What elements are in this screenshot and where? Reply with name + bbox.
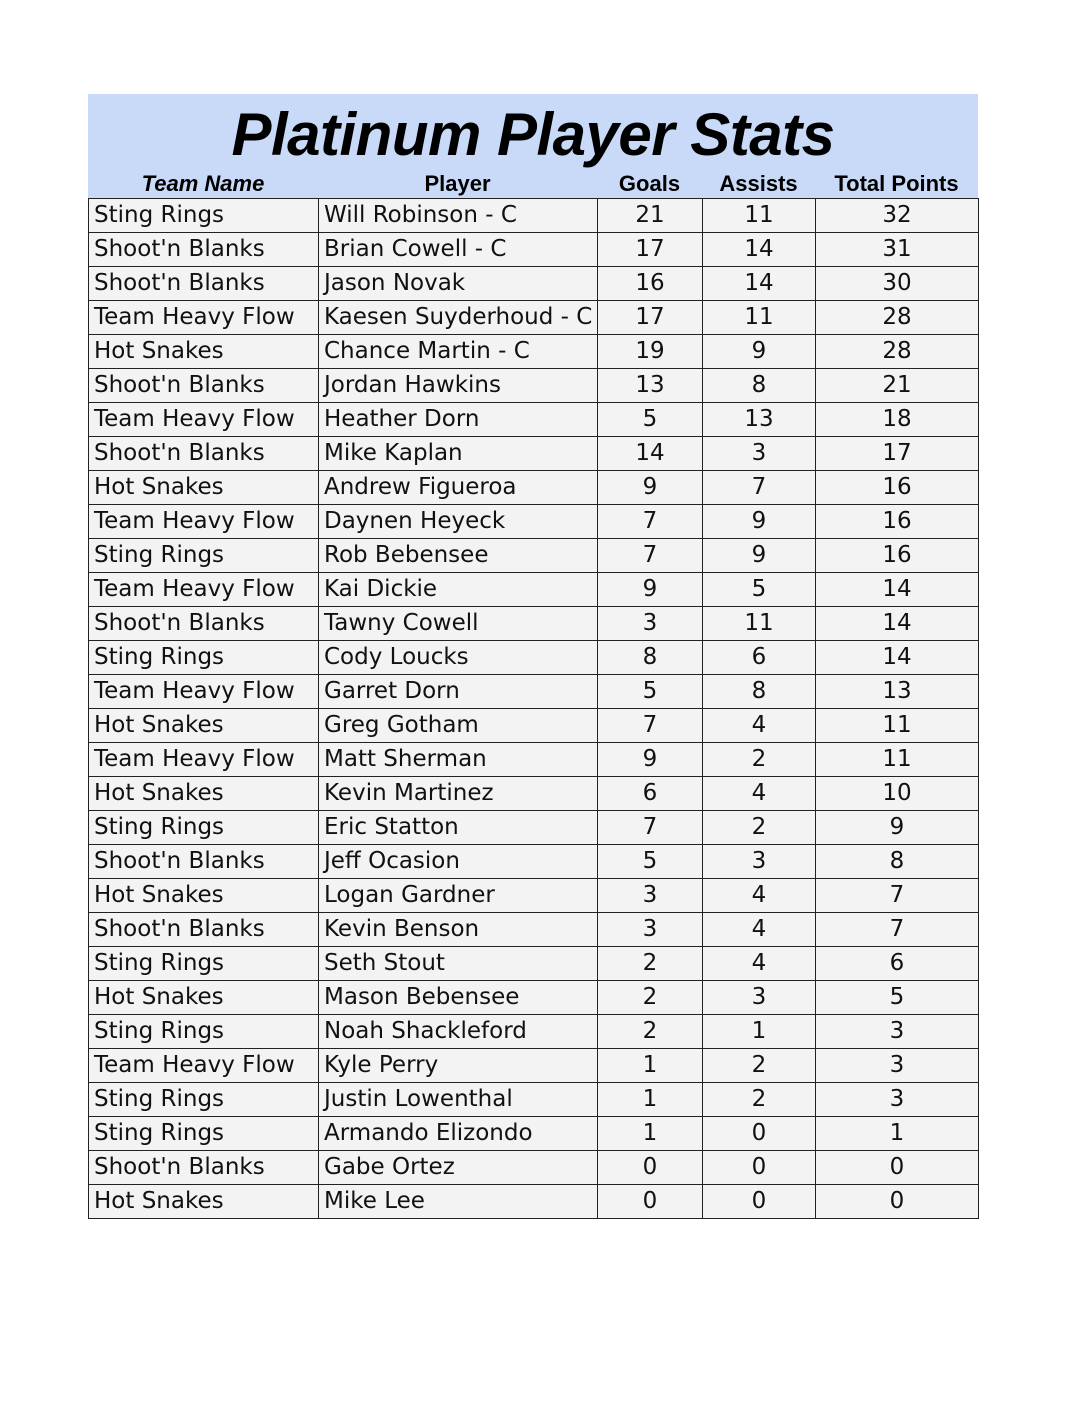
goals-cell: 17 <box>598 301 703 335</box>
table-row <box>89 1151 979 1185</box>
total-points-cell: 9 <box>816 811 979 845</box>
player-cell: Rob Bebensee <box>319 539 598 573</box>
total-points-cell: 7 <box>816 879 979 913</box>
total-points-cell: 30 <box>816 267 979 301</box>
team-name-cell: Shoot'n Blanks <box>89 607 319 641</box>
player-cell: Daynen Heyeck <box>319 505 598 539</box>
team-name-cell: Hot Snakes <box>89 981 319 1015</box>
total-points-cell: 10 <box>816 777 979 811</box>
team-name-cell: Shoot'n Blanks <box>89 1151 319 1185</box>
player-cell: Justin Lowenthal <box>319 1083 598 1117</box>
assists-cell: 7 <box>703 471 816 505</box>
assists-cell: 13 <box>703 403 816 437</box>
team-name-cell: Sting Rings <box>89 539 319 573</box>
total-points-cell: 14 <box>816 573 979 607</box>
total-points-cell: 32 <box>816 199 979 233</box>
total-points-cell: 16 <box>816 471 979 505</box>
player-cell: Eric Statton <box>319 811 598 845</box>
total-points-cell: 17 <box>816 437 979 471</box>
player-cell: Garret Dorn <box>319 675 598 709</box>
team-name-cell: Shoot'n Blanks <box>89 845 319 879</box>
goals-cell: 2 <box>598 981 703 1015</box>
total-points-cell: 6 <box>816 947 979 981</box>
goals-cell: 3 <box>598 879 703 913</box>
total-points-cell: 16 <box>816 539 979 573</box>
goals-cell: 7 <box>598 539 703 573</box>
player-cell: Gabe Ortez <box>319 1151 598 1185</box>
player-cell: Chance Martin - C <box>319 335 598 369</box>
table-row <box>89 539 979 573</box>
goals-cell: 5 <box>598 845 703 879</box>
total-points-cell: 8 <box>816 845 979 879</box>
table-row <box>89 607 979 641</box>
goals-cell: 0 <box>598 1185 703 1219</box>
player-cell: Jeff Ocasion <box>319 845 598 879</box>
player-cell: Noah Shackleford <box>319 1015 598 1049</box>
player-cell: Heather Dorn <box>319 403 598 437</box>
team-name-cell: Team Heavy Flow <box>89 301 319 335</box>
table-row <box>89 777 979 811</box>
team-name-cell: Sting Rings <box>89 947 319 981</box>
team-name-cell: Hot Snakes <box>89 709 319 743</box>
table-row <box>89 573 979 607</box>
goals-cell: 17 <box>598 233 703 267</box>
table-row <box>89 403 979 437</box>
assists-cell: 5 <box>703 573 816 607</box>
column-header-assists: Assists <box>719 171 798 196</box>
team-name-cell: Team Heavy Flow <box>89 505 319 539</box>
player-cell: Armando Elizondo <box>319 1117 598 1151</box>
stats-sheet <box>88 94 978 1219</box>
column-header-goals: Goals <box>618 171 681 196</box>
table-row <box>89 709 979 743</box>
team-name-cell: Team Heavy Flow <box>89 1049 319 1083</box>
total-points-cell: 28 <box>816 335 979 369</box>
total-points-cell: 14 <box>816 641 979 675</box>
total-points-cell: 11 <box>816 743 979 777</box>
column-header-team-name: Team Name <box>141 171 265 196</box>
page-title: Platinum Player Stats <box>231 101 835 168</box>
assists-cell: 0 <box>703 1185 816 1219</box>
table-row <box>89 811 979 845</box>
total-points-cell: 1 <box>816 1117 979 1151</box>
player-cell: Seth Stout <box>319 947 598 981</box>
table-row <box>89 675 979 709</box>
player-cell: Andrew Figueroa <box>319 471 598 505</box>
table-row <box>89 1083 979 1117</box>
player-cell: Jason Novak <box>319 267 598 301</box>
goals-cell: 7 <box>598 709 703 743</box>
column-header-total-points: Total Points <box>834 171 959 196</box>
player-cell: Mike Kaplan <box>319 437 598 471</box>
column-headers <box>88 170 978 198</box>
total-points-cell: 13 <box>816 675 979 709</box>
assists-cell: 2 <box>703 1083 816 1117</box>
goals-cell: 6 <box>598 777 703 811</box>
assists-cell: 4 <box>703 777 816 811</box>
goals-cell: 3 <box>598 607 703 641</box>
goals-cell: 13 <box>598 369 703 403</box>
table-row <box>89 1015 979 1049</box>
table-row <box>89 743 979 777</box>
total-points-cell: 5 <box>816 981 979 1015</box>
team-name-cell: Hot Snakes <box>89 471 319 505</box>
total-points-cell: 0 <box>816 1151 979 1185</box>
table-row <box>89 505 979 539</box>
assists-cell: 2 <box>703 1049 816 1083</box>
player-cell: Greg Gotham <box>319 709 598 743</box>
total-points-cell: 0 <box>816 1185 979 1219</box>
assists-cell: 4 <box>703 879 816 913</box>
player-cell: Mason Bebensee <box>319 981 598 1015</box>
goals-cell: 2 <box>598 947 703 981</box>
assists-cell: 3 <box>703 437 816 471</box>
table-row <box>89 369 979 403</box>
goals-cell: 2 <box>598 1015 703 1049</box>
team-name-cell: Shoot'n Blanks <box>89 437 319 471</box>
assists-cell: 14 <box>703 233 816 267</box>
goals-cell: 14 <box>598 437 703 471</box>
player-cell: Logan Gardner <box>319 879 598 913</box>
header-band <box>88 94 978 198</box>
assists-cell: 4 <box>703 947 816 981</box>
assists-cell: 3 <box>703 845 816 879</box>
total-points-cell: 28 <box>816 301 979 335</box>
player-cell: Cody Loucks <box>319 641 598 675</box>
goals-cell: 19 <box>598 335 703 369</box>
table-row <box>89 335 979 369</box>
table-row <box>89 1049 979 1083</box>
table-row <box>89 199 979 233</box>
team-name-cell: Sting Rings <box>89 641 319 675</box>
total-points-cell: 18 <box>816 403 979 437</box>
team-name-cell: Sting Rings <box>89 199 319 233</box>
table-row <box>89 845 979 879</box>
table-row <box>89 879 979 913</box>
player-cell: Mike Lee <box>319 1185 598 1219</box>
table-row <box>89 981 979 1015</box>
player-cell: Matt Sherman <box>319 743 598 777</box>
assists-cell: 2 <box>703 811 816 845</box>
total-points-cell: 3 <box>816 1049 979 1083</box>
player-cell: Brian Cowell - C <box>319 233 598 267</box>
goals-cell: 9 <box>598 471 703 505</box>
goals-cell: 7 <box>598 811 703 845</box>
table-row <box>89 1185 979 1219</box>
assists-cell: 3 <box>703 981 816 1015</box>
player-cell: Kevin Martinez <box>319 777 598 811</box>
team-name-cell: Hot Snakes <box>89 879 319 913</box>
total-points-cell: 7 <box>816 913 979 947</box>
player-cell: Kevin Benson <box>319 913 598 947</box>
player-cell: Kaesen Suyderhoud - C <box>319 301 598 335</box>
team-name-cell: Shoot'n Blanks <box>89 267 319 301</box>
total-points-cell: 21 <box>816 369 979 403</box>
assists-cell: 0 <box>703 1151 816 1185</box>
column-header-player: Player <box>424 171 491 196</box>
table-row <box>89 947 979 981</box>
stats-table-body <box>89 199 979 1219</box>
team-name-cell: Shoot'n Blanks <box>89 913 319 947</box>
assists-cell: 0 <box>703 1117 816 1151</box>
player-cell: Tawny Cowell <box>319 607 598 641</box>
player-cell: Will Robinson - C <box>319 199 598 233</box>
assists-cell: 11 <box>703 607 816 641</box>
goals-cell: 1 <box>598 1083 703 1117</box>
team-name-cell: Hot Snakes <box>89 777 319 811</box>
table-row <box>89 471 979 505</box>
table-row <box>89 233 979 267</box>
assists-cell: 2 <box>703 743 816 777</box>
stats-table <box>88 198 979 1219</box>
assists-cell: 11 <box>703 301 816 335</box>
total-points-cell: 3 <box>816 1015 979 1049</box>
table-row <box>89 437 979 471</box>
team-name-cell: Team Heavy Flow <box>89 675 319 709</box>
goals-cell: 1 <box>598 1049 703 1083</box>
team-name-cell: Hot Snakes <box>89 335 319 369</box>
team-name-cell: Hot Snakes <box>89 1185 319 1219</box>
goals-cell: 9 <box>598 573 703 607</box>
goals-cell: 21 <box>598 199 703 233</box>
table-row <box>89 301 979 335</box>
assists-cell: 9 <box>703 335 816 369</box>
table-row <box>89 1117 979 1151</box>
total-points-cell: 31 <box>816 233 979 267</box>
table-row <box>89 641 979 675</box>
team-name-cell: Team Heavy Flow <box>89 573 319 607</box>
assists-cell: 9 <box>703 539 816 573</box>
goals-cell: 8 <box>598 641 703 675</box>
assists-cell: 6 <box>703 641 816 675</box>
goals-cell: 5 <box>598 403 703 437</box>
assists-cell: 8 <box>703 369 816 403</box>
player-cell: Kyle Perry <box>319 1049 598 1083</box>
team-name-cell: Sting Rings <box>89 811 319 845</box>
team-name-cell: Sting Rings <box>89 1015 319 1049</box>
goals-cell: 3 <box>598 913 703 947</box>
team-name-cell: Sting Rings <box>89 1117 319 1151</box>
player-cell: Kai Dickie <box>319 573 598 607</box>
assists-cell: 11 <box>703 199 816 233</box>
assists-cell: 4 <box>703 913 816 947</box>
assists-cell: 4 <box>703 709 816 743</box>
team-name-cell: Shoot'n Blanks <box>89 369 319 403</box>
team-name-cell: Sting Rings <box>89 1083 319 1117</box>
player-cell: Jordan Hawkins <box>319 369 598 403</box>
goals-cell: 1 <box>598 1117 703 1151</box>
total-points-cell: 3 <box>816 1083 979 1117</box>
table-row <box>89 267 979 301</box>
assists-cell: 9 <box>703 505 816 539</box>
assists-cell: 14 <box>703 267 816 301</box>
table-row <box>89 913 979 947</box>
team-name-cell: Shoot'n Blanks <box>89 233 319 267</box>
total-points-cell: 11 <box>816 709 979 743</box>
team-name-cell: Team Heavy Flow <box>89 743 319 777</box>
total-points-cell: 14 <box>816 607 979 641</box>
goals-cell: 16 <box>598 267 703 301</box>
goals-cell: 0 <box>598 1151 703 1185</box>
goals-cell: 9 <box>598 743 703 777</box>
total-points-cell: 16 <box>816 505 979 539</box>
goals-cell: 5 <box>598 675 703 709</box>
goals-cell: 7 <box>598 505 703 539</box>
team-name-cell: Team Heavy Flow <box>89 403 319 437</box>
assists-cell: 1 <box>703 1015 816 1049</box>
assists-cell: 8 <box>703 675 816 709</box>
